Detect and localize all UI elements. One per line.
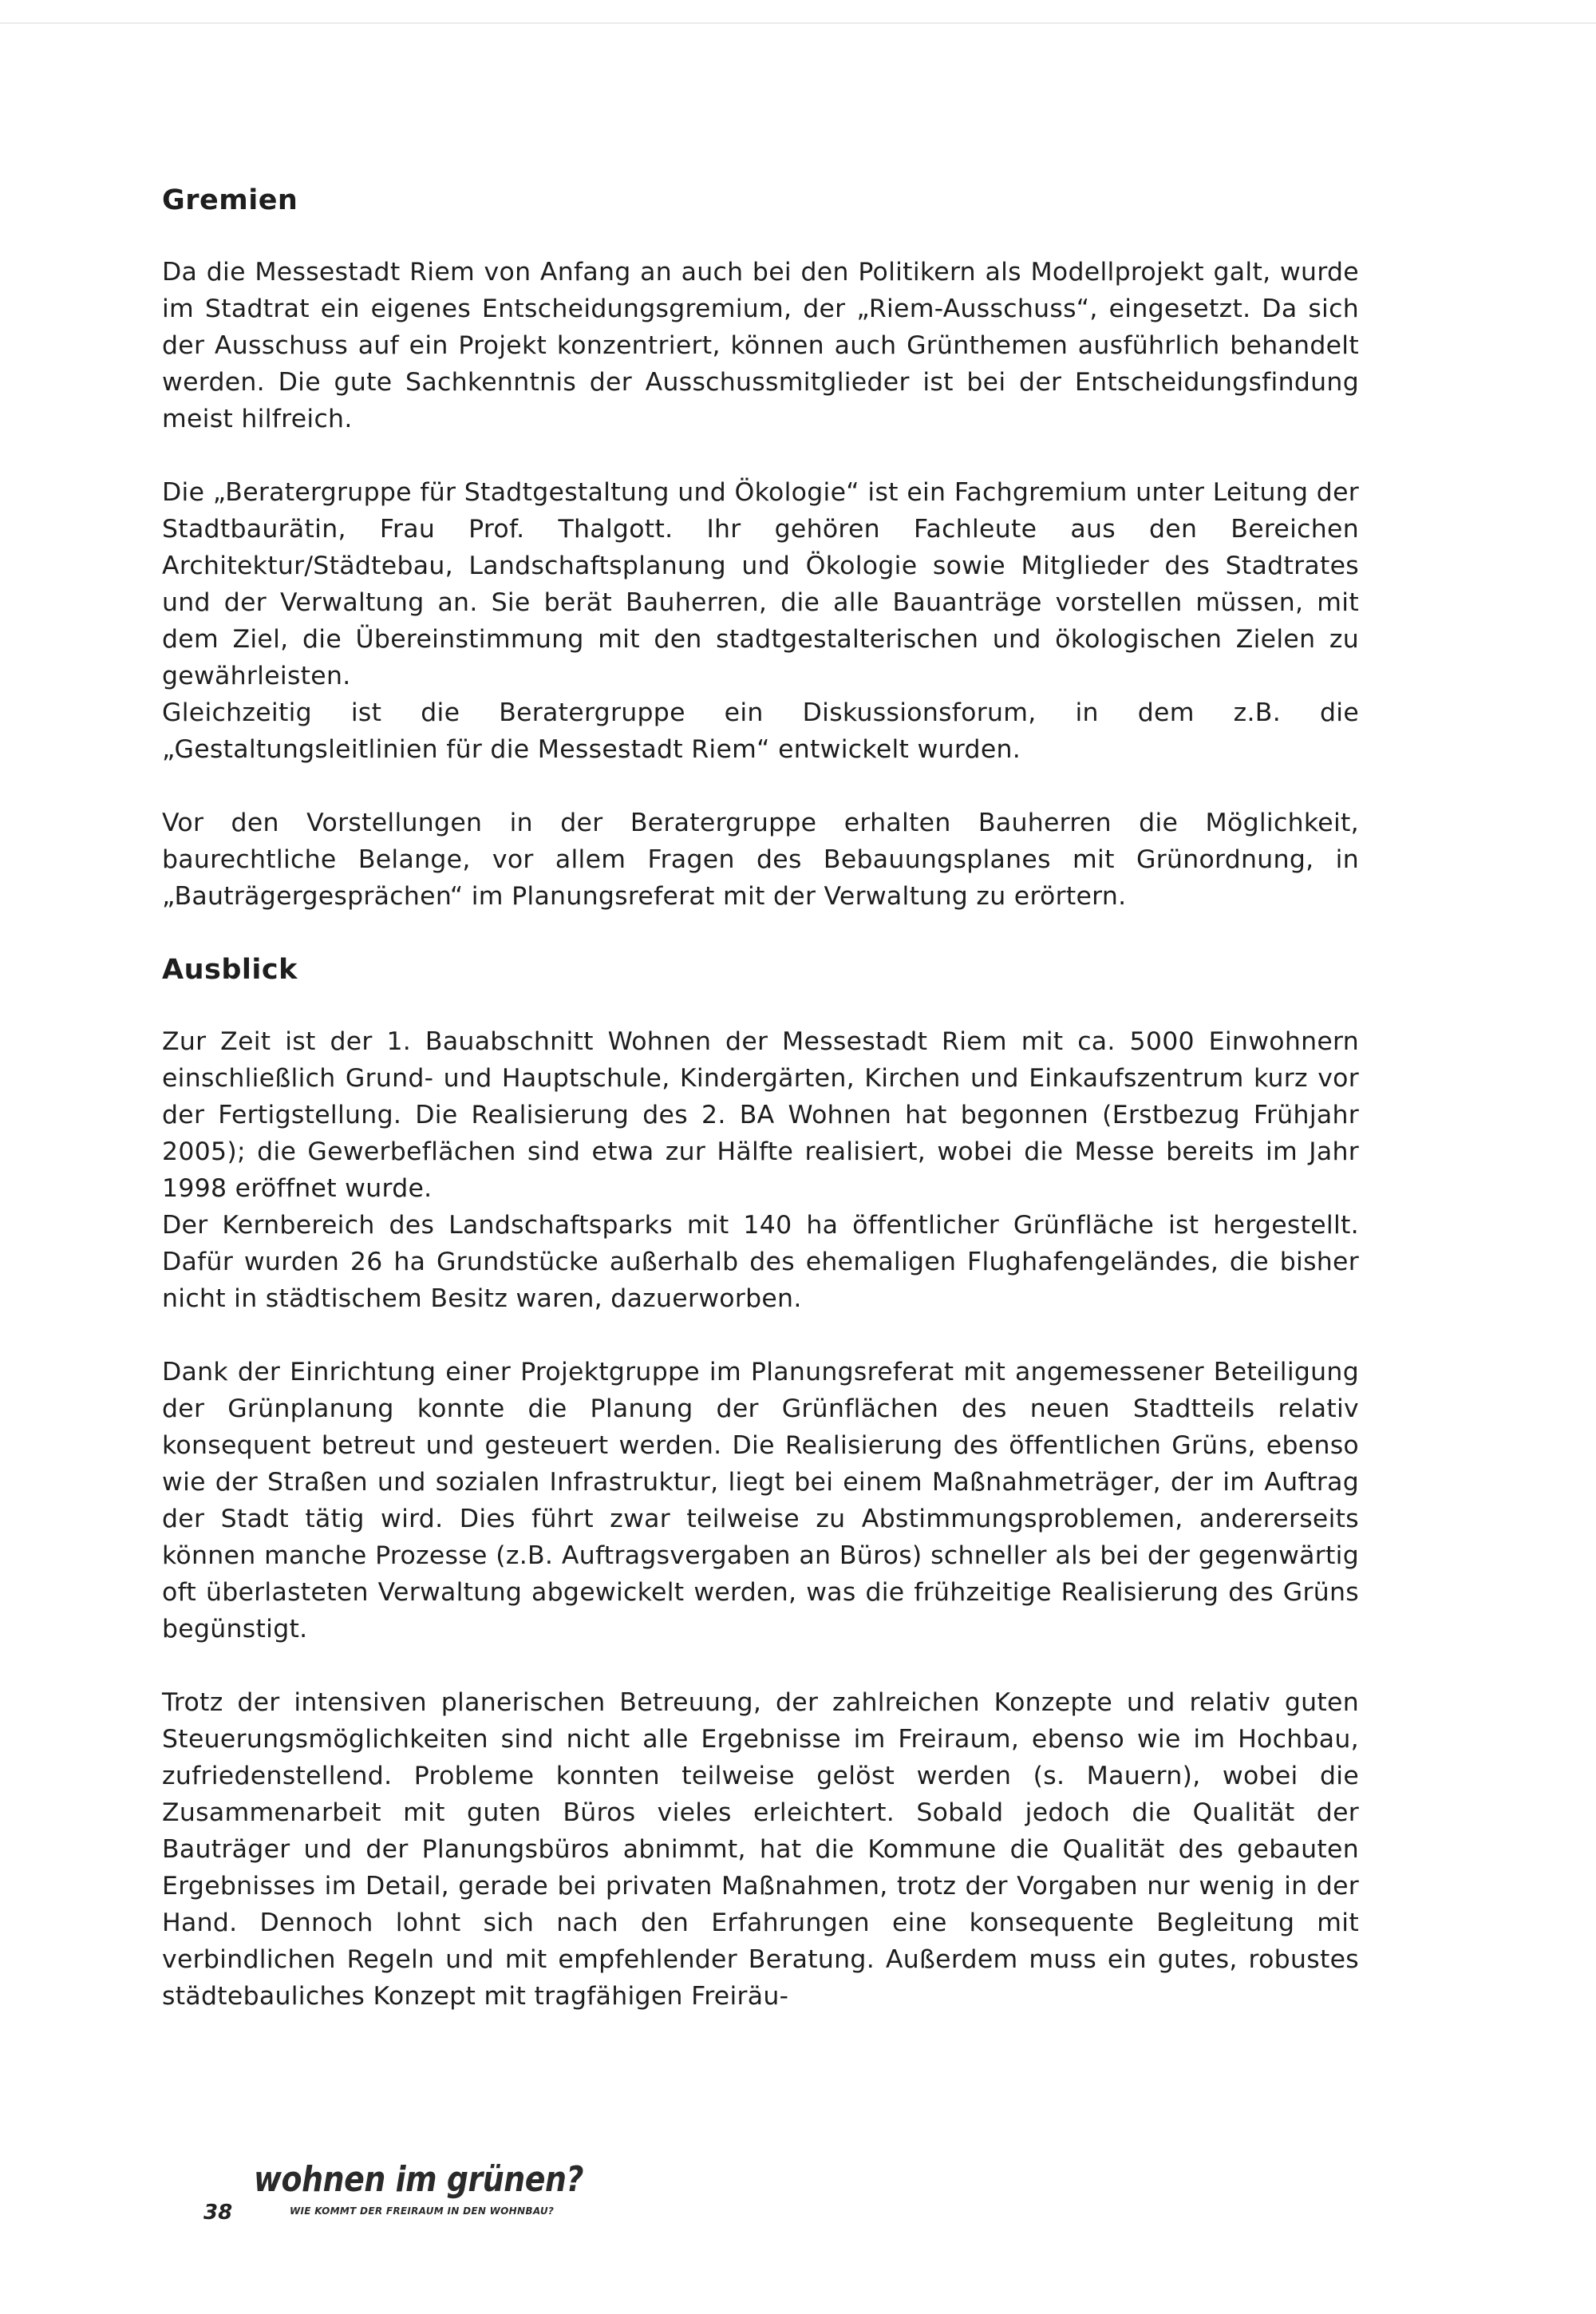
- paragraph: Vor den Vorstellungen in der Beratergruppe erhalten Bauherren die Möglichkeit, baurechtliche Belange, vor allem Fragen des Bebauungsplanes mit Grünordnung, in „Bauträgergesprächen“ im Planungsreferat mit der Verwaltung zu erörtern.: [162, 809, 1359, 911]
- paragraph-text: Der Kernbereich des Landschaftsparks mit 140 ha öffentlicher Grünfläche ist hergestellt. Dafür wurden 26 ha Grundstücke außerhalb des ehemaligen Flughafengeländes, die bisher nicht in städtischem Besitz waren, dazuerworben.: [162, 1211, 1359, 1313]
- paragraph-text: Zur Zeit ist der 1. Bauabschnitt Wohnen der Messestadt Riem mit ca. 5000 Einwohnern einschließlich Grund- und Hauptschule, Kindergärten, Kirchen und Einkaufszentrum kurz vor der Fertigstellung. Die Realisierung des 2. BA Wohnen hat begonnen (Erstbezug Frühjahr 2005); die Gewerbeflächen sind etwa zur Hälfte realisiert, wobei die Messe bereits im Jahr 1998 eröffnet wurde.: [162, 1027, 1359, 1203]
- section-heading-ausblick: Ausblick: [162, 954, 298, 986]
- page-number: 38: [203, 2201, 233, 2225]
- publication-subtitle: WIE KOMMT DER FREIRAUM IN DEN WOHNBAU?: [290, 2205, 555, 2217]
- paragraph: [162, 474, 1359, 768]
- paragraph: Dank der Einrichtung einer Projektgruppe im Planungsreferat mit angemessener Beteiligung der Grünplanung konnte die Planung der Grünflächen des neuen Stadtteils relativ konsequent betreut und gesteuert werden. Die Realisierung des öffentlichen Grüns, ebenso wie der Straßen und sozialen Infrastruktur, liegt bei einem Maßnahmeträger, der im Auftrag der Stadt tätig wird. Dies führt zwar teilweise zu Abstimmungsproblemen, andererseits können manche Prozesse (z.B. Auftragsvergaben an Büros) schneller als bei der gegenwärtig oft überlasteten Verwaltung abgewickelt werden, was die frühzeitige Realisierung des Grüns begünstigt.: [162, 1358, 1359, 1644]
- paragraph-text: Die „Beratergruppe für Stadtgestaltung und Ökologie“ ist ein Fachgremium unter Leitung der Stadtbaurätin, Frau Prof. Thalgott. Ihr gehören Fachleute aus den Bereichen Architektur/Städtebau, Landschaftsplanung und Ökologie sowie Mitglieder des Stadtrates und der Verwaltung an. Sie berät Bauherren, die alle Bauanträge vorstellen müssen, mit dem Ziel, die Übereinstimmung mit den stadtgestalterischen und ökologischen Zielen zu gewährleisten.: [162, 478, 1359, 690]
- page-content: [162, 182, 1359, 2051]
- paragraph: Da die Messestadt Riem von Anfang an auch bei den Politikern als Modellprojekt galt, wurde im Stadtrat ein eigenes Entscheidungsgremium, der „Riem-Ausschuss“, eingesetzt. Da sich der Ausschuss auf ein Projekt konzentriert, können auch Grünthemen ausführlich behandelt werden. Die gute Sachkenntnis der Ausschussmitglieder ist bei der Entscheidungsfindung meist hilfreich.: [162, 258, 1359, 433]
- paragraph: [162, 1023, 1359, 1317]
- scan-edge: [0, 22, 1596, 24]
- paragraph-text: Gleichzeitig ist die Beratergruppe ein Diskussionsforum, in dem z.B. die „Gestaltungsleitlinien für die Messestadt Riem“ entwickelt wurden.: [162, 698, 1359, 764]
- section-heading-gremien: Gremien: [162, 184, 298, 216]
- paragraph: Trotz der intensiven planerischen Betreuung, der zahlreichen Konzepte und relativ guten Steuerungsmöglichkeiten sind nicht alle Ergebnisse im Freiraum, ebenso wie im Hochbau, zufriedenstellend. Probleme konnten teilweise gelöst werden (s. Mauern), wobei die Zusammenarbeit mit guten Büros vieles erleichtert. Sobald jedoch die Qualität der Bauträger und der Planungsbüros abnimmt, hat die Kommune die Qualität des gebauten Ergebnisses im Detail, gerade bei privaten Maßnahmen, trotz der Vorgaben nur wenig in der Hand. Dennoch lohnt sich nach den Erfahrungen eine konsequente Begleitung mit verbindlichen Regeln und mit empfehlender Beratung. Außerdem muss ein gutes, robustes städtebauliches Konzept mit tragfähigen Freiräu-: [162, 1688, 1359, 2011]
- publication-title: wohnen im grünen?: [254, 2159, 584, 2200]
